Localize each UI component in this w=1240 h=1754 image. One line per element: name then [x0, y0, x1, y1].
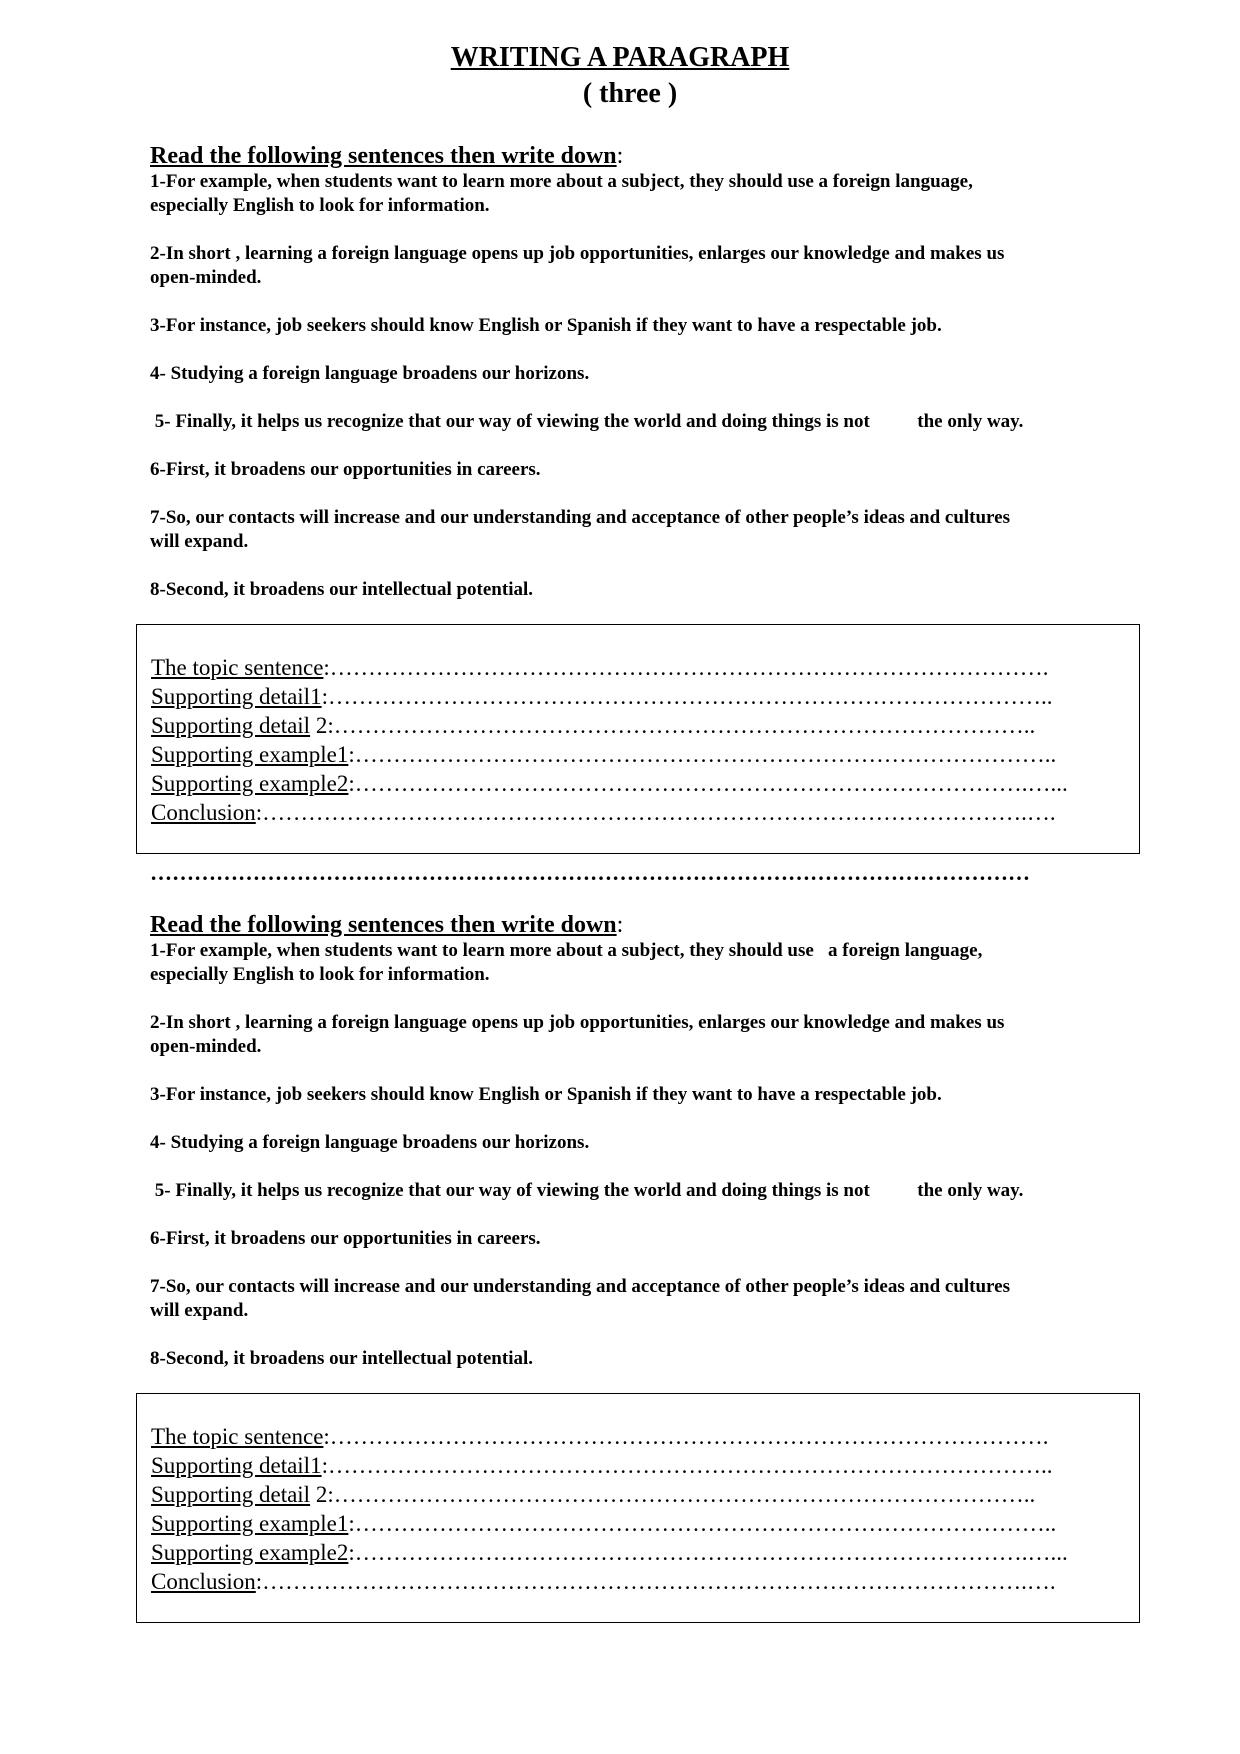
exercise-2-answer-box — [136, 1393, 1140, 1623]
sentence-line: 5- Finally, it helps us recognize that our way of viewing the world and doing things is not the only way. — [150, 411, 1024, 432]
answer-line-conclusion[interactable] — [151, 798, 1141, 827]
exercise-1-sentences — [150, 142, 1140, 602]
answer-line-topic[interactable] — [151, 1422, 1141, 1451]
answer-line-detail2[interactable] — [151, 711, 1141, 740]
field-label: Supporting example1 — [151, 742, 349, 767]
field-label: Supporting example2 — [151, 771, 349, 796]
answer-line-detail2[interactable] — [151, 1480, 1141, 1509]
exercise-2-instruction: Read the following sentences then write down: — [150, 912, 624, 938]
field-label: Supporting detail — [151, 1482, 311, 1507]
sentence-line: open-minded. — [150, 1036, 262, 1057]
sentence-line: 6-First, it broadens our opportunities in careers. — [150, 1228, 541, 1249]
sentence-line: 6-First, it broadens our opportunities in careers. — [150, 459, 541, 480]
answer-line-detail1[interactable] — [151, 1451, 1141, 1480]
exercise-1-answer-box — [136, 624, 1140, 854]
sentence-line: open-minded. — [150, 267, 262, 288]
field-label: Conclusion — [151, 800, 256, 825]
sentence-line: 3-For instance, job seekers should know English or Spanish if they want to have a respectable job. — [150, 315, 942, 336]
page-title — [0, 42, 1240, 74]
page-subtitle: ( three ) — [582, 78, 678, 109]
sentence-line: 7-So, our contacts will increase and our understanding and acceptance of other people’s ideas and cultures — [150, 1276, 1010, 1297]
field-label: Supporting detail — [151, 713, 311, 738]
field-label: Supporting example2 — [151, 1540, 349, 1565]
field-blank: :………………………………………………………………………………….. — [321, 684, 1053, 709]
field-label: The topic sentence — [151, 1424, 324, 1449]
field-label: The topic sentence — [151, 655, 324, 680]
field-blank: :……………………………………………………………………………….. — [348, 1511, 1057, 1536]
field-label: Conclusion — [151, 1569, 256, 1594]
answer-line-example1[interactable] — [151, 1509, 1141, 1538]
answer-line-conclusion[interactable] — [151, 1567, 1141, 1596]
exercise-1-instruction: Read the following sentences then write down: — [150, 143, 624, 169]
instruction-text: Read the following sentences then write down — [150, 912, 617, 938]
answer-line-topic[interactable] — [151, 653, 1141, 682]
sentence-line: 3-For instance, job seekers should know English or Spanish if they want to have a respectable job. — [150, 1084, 942, 1105]
sentence-line: 4- Studying a foreign language broadens our horizons. — [150, 363, 590, 384]
field-blank: :…………………………………………………………………………………. — [323, 1424, 1049, 1449]
sentence-line: 2-In short , learning a foreign language opens up job opportunities, enlarges our knowledge and makes us — [150, 1012, 1005, 1033]
sentence-line: 4- Studying a foreign language broadens our horizons. — [150, 1132, 590, 1153]
field-label: Supporting detail1 — [151, 1453, 322, 1478]
field-blank: :…………………………………………………………………………….…... — [348, 771, 1068, 796]
sentence-line: 8-Second, it broadens our intellectual potential. — [150, 1348, 534, 1369]
sentence-line: 7-So, our contacts will increase and our understanding and acceptance of other people’s ideas and cultures — [150, 507, 1010, 528]
sentence-line: 1-For example, when students want to learn more about a subject, they should use a foreign language, — [150, 171, 973, 192]
field-blank: 2:……………………………………………………………………………….. — [310, 713, 1036, 738]
field-label: Supporting example1 — [151, 1511, 349, 1536]
sentence-line: will expand. — [150, 531, 249, 552]
sentence-line: especially English to look for information. — [150, 195, 490, 216]
field-label: Supporting detail1 — [151, 684, 322, 709]
title-text: WRITING A PARAGRAPH — [450, 42, 790, 73]
sentence-line: will expand. — [150, 1300, 249, 1321]
field-blank: :…………………………………………………………………………………. — [323, 655, 1049, 680]
dotted-separator: ………………………………………………………………………………………………………… — [150, 860, 1030, 885]
answer-line-example1[interactable] — [151, 740, 1141, 769]
instruction-text: Read the following sentences then write down — [150, 143, 617, 169]
field-blank: :……………………………………………………………………………………….…. — [255, 1569, 1056, 1594]
answer-line-example2[interactable] — [151, 1538, 1141, 1567]
field-blank: :…………………………………………………………………………….…... — [348, 1540, 1068, 1565]
field-blank: :……………………………………………………………………………….. — [348, 742, 1057, 767]
sentence-line: 5- Finally, it helps us recognize that our way of viewing the world and doing things is not the only way. — [150, 1180, 1024, 1201]
sentence-line: 1-For example, when students want to learn more about a subject, they should use a foreign language, — [150, 940, 983, 961]
sentence-line: 8-Second, it broadens our intellectual potential. — [150, 579, 534, 600]
field-blank: :……………………………………………………………………………………….…. — [255, 800, 1056, 825]
field-blank: :………………………………………………………………………………….. — [321, 1453, 1053, 1478]
answer-line-example2[interactable] — [151, 769, 1141, 798]
sentence-line: especially English to look for information. — [150, 964, 490, 985]
exercise-2-sentences — [150, 911, 1140, 1371]
sentence-line: 2-In short , learning a foreign language opens up job opportunities, enlarges our knowledge and makes us — [150, 243, 1005, 264]
answer-line-detail1[interactable] — [151, 682, 1141, 711]
field-blank: 2:……………………………………………………………………………….. — [310, 1482, 1036, 1507]
